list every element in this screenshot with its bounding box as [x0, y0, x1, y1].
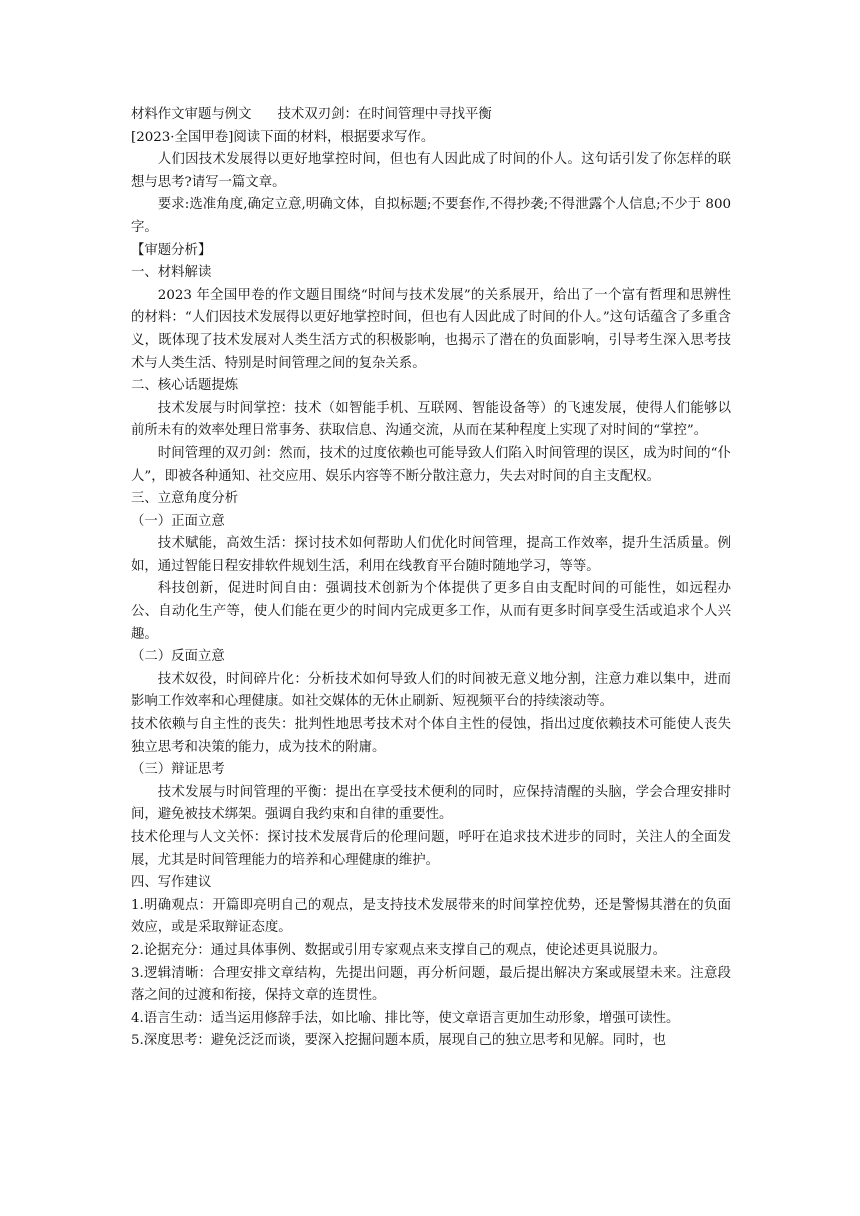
document-page [131, 104, 731, 1053]
exam-source: [2023·全国甲卷]阅读下面的材料，根据要求写作。 [131, 129, 435, 145]
section-heading-material: 一、材料解读 [131, 265, 212, 281]
subheading-positive: （一）正面立意 [131, 513, 225, 529]
paragraph-positive-1: 技术赋能，高效生活：探讨技术如何帮助人们优化时间管理，提高工作效率，提升生活质量。例如，通过智能日程安排软件规划生活，利用在线教育平台随时随地学习，等等。 [131, 536, 731, 574]
document-title [131, 104, 731, 127]
section-heading-core-topic: 二、核心话题提炼 [131, 378, 239, 394]
essay-title: 技术双刃剑：在时间管理中寻找平衡 [277, 107, 492, 122]
paragraph-double-edged: 时间管理的双刃剑：然而，技术的过度依赖也可能导致人们陷入时间管理的误区，成为时间的“仆人”，即被各种通知、社交应用、娱乐内容等不断分散注意力，失去对时间的自主支配权。 [131, 445, 731, 484]
prompt-requirements: 要求:选准角度,确定立意,明确文体，自拟标题;不要套作,不得抄袭;不得泄露个人信息;不少于 800 字。 [131, 197, 731, 235]
section-heading-angles: 三、立意角度分析 [131, 491, 239, 507]
section-heading-writing-tips: 四、写作建议 [131, 875, 212, 891]
paragraph-negative-2: 技术依赖与自主性的丧失：批判性地思考技术对个体自主性的侵蚀，指出过度依赖技术可能使人丧失独立思考和决策的能力，成为技术的附庸。 [131, 717, 731, 755]
subheading-dialectical: （三）辩证思考 [131, 762, 225, 778]
paragraph-negative-1: 技术奴役，时间碎片化：分析技术如何导致人们的时间被无意义地分割，注意力难以集中，进而影响工作效率和心理健康。如社交媒体的无休止刷新、短视频平台的持续滚动等。 [131, 671, 731, 710]
writing-tip-item: 1.明确观点：开篇即亮明自己的观点，是支持技术发展带来的时间掌控优势，还是警惕其潜在的负面效应，或是采取辩证态度。 [131, 897, 731, 936]
paragraph-positive-2: 科技创新，促进时间自由：强调技术创新为个体提供了更多自由支配时间的可能性，如远程办公、自动化生产等，使人们能在更少的时间内完成更多工作，从而有更多时间享受生活或追求个人兴趣。 [131, 581, 731, 642]
paragraph-dialectical-1: 技术发展与时间管理的平衡：提出在享受技术便利的同时，应保持清醒的头脑，学会合理安排时间，避免被技术绑架。强调自我约束和自律的重要性。 [131, 784, 731, 823]
writing-tip-item: 5.深度思考：避免泛泛而谈，要深入挖掘问题本质，展现自己的独立思考和见解。同时，也 [131, 1033, 667, 1049]
analysis-heading: 【审题分析】 [131, 242, 212, 258]
writing-tip-item: 2.论据充分：通过具体事例、数据或引用专家观点来支撑自己的观点，使论述更具说服力。 [131, 942, 667, 958]
doc-category: 材料作文审题与例文 [131, 107, 252, 122]
paragraph-dialectical-2: 技术伦理与人文关怀：探讨技术发展背后的伦理问题，呼吁在追求技术进步的同时，关注人的全面发展，尤其是时间管理能力的培养和心理健康的维护。 [131, 830, 731, 868]
writing-tip-item: 3.逻辑清晰：合理安排文章结构，先提出问题，再分析问题，最后提出解决方案或展望未来。注意段落之间的过渡和衔接，保持文章的连贯性。 [131, 965, 731, 1004]
prompt-material: 人们因技术发展得以更好地掌控时间，但也有人因此成了时间的仆人。这句话引发了你怎样的联想与思考?请写一篇文章。 [131, 152, 731, 190]
paragraph-tech-time-control: 技术发展与时间掌控：技术（如智能手机、互联网、智能设备等）的飞速发展，使得人们能够以前所未有的效率处理日常事务、获取信息、沟通交流，从而在某种程度上实现了对时间的“掌控”。 [131, 400, 731, 439]
paragraph-material-reading: 2023 年全国甲卷的作文题目围绕“时间与技术发展”的关系展开，给出了一个富有哲理和思辨性的材料：“人们因技术发展得以更好地掌控时间，但也有人因此成了时间的仆人。”这句话蕴含了多重含义，既体现了技术发展对人类生活方式的积极影响，也揭示了潜在的负面影响，引导考生深入思考技术与人类生活、特别是时间管理之间的复杂关系。 [131, 287, 731, 371]
subheading-negative: （二）反面立意 [131, 649, 225, 665]
writing-tip-item: 4.语言生动：适当运用修辞手法，如比喻、排比等，使文章语言更加生动形象，增强可读性。 [131, 1010, 680, 1026]
